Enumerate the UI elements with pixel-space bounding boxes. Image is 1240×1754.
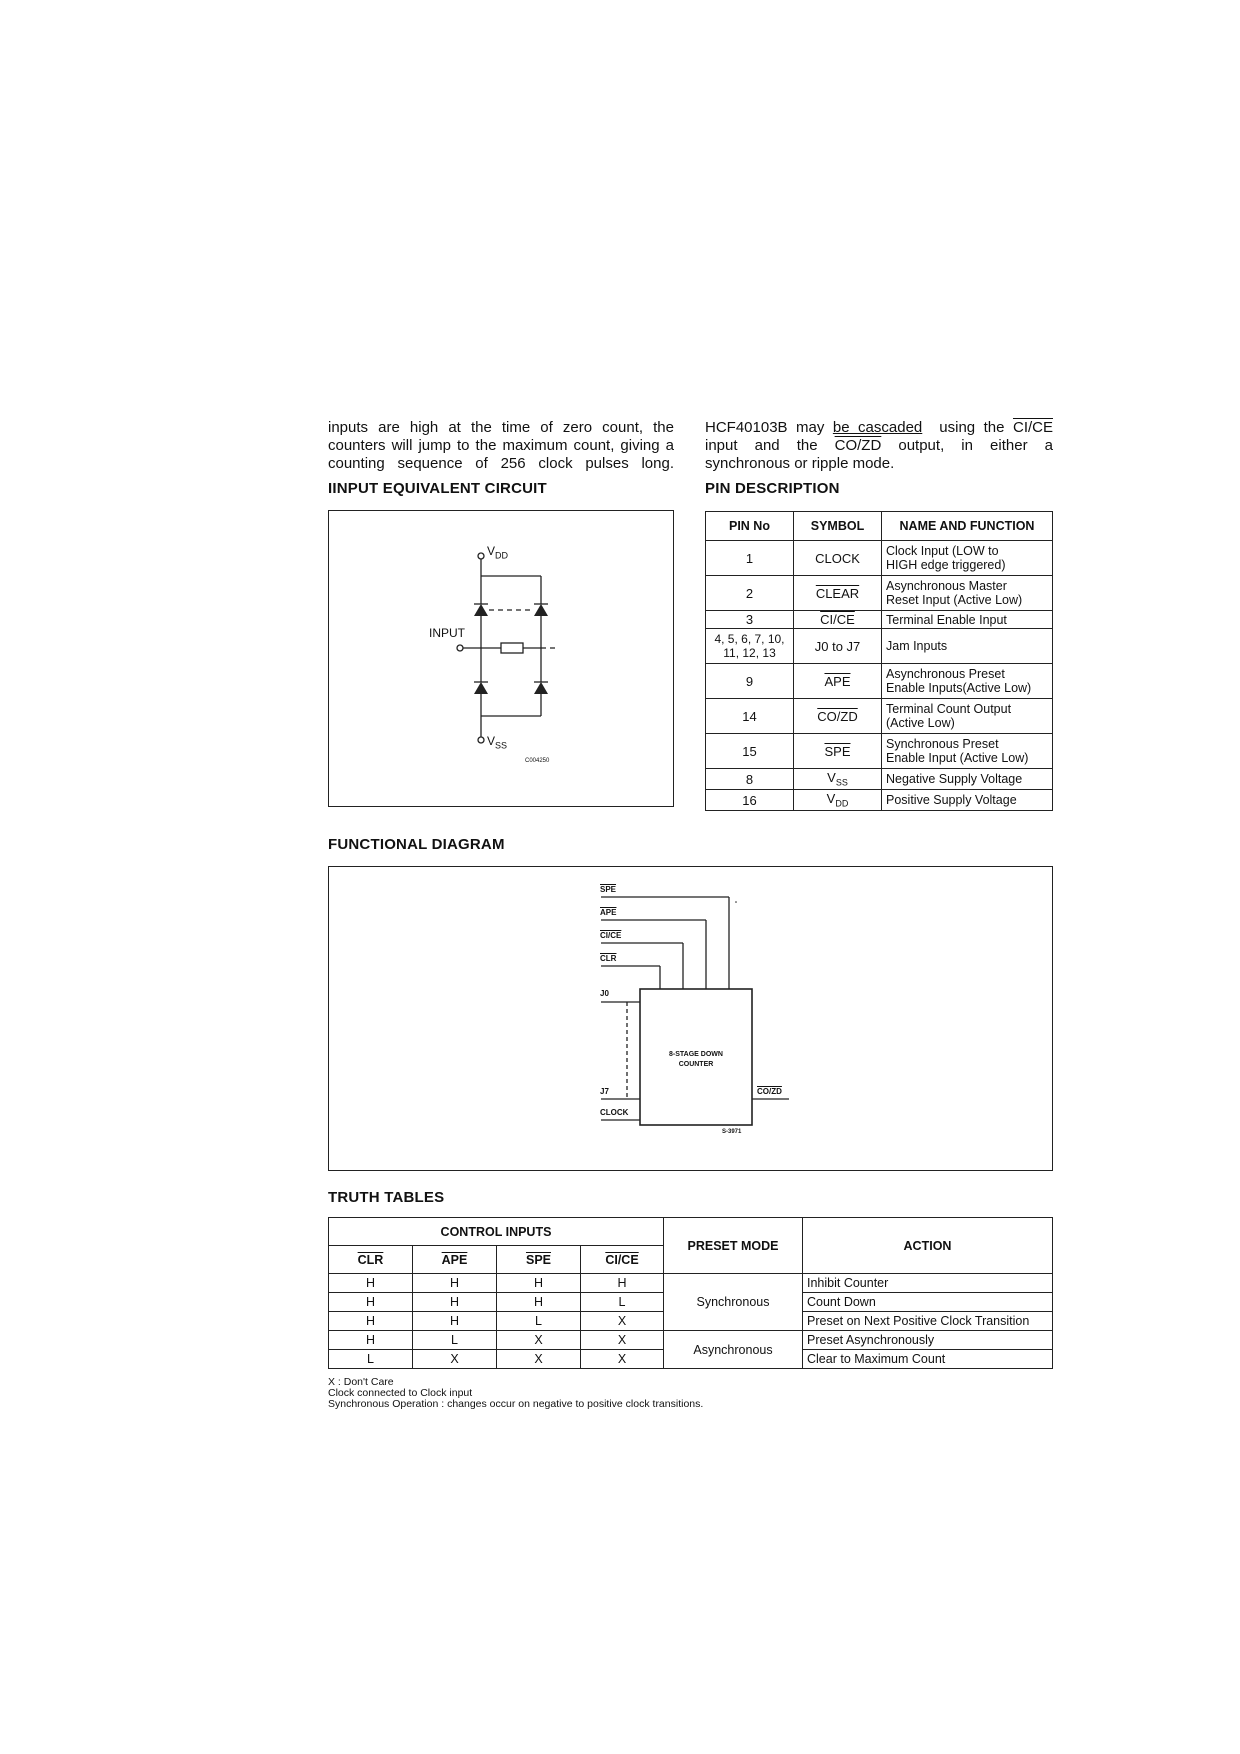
table-header-row	[329, 1218, 1053, 1246]
text-line: inputs are high at the time of zero count, the	[328, 419, 674, 436]
mode-cell: Asynchronous	[664, 1331, 803, 1369]
input-label-cice: CI/CE	[600, 931, 622, 940]
intro-right-paragraph	[705, 419, 1053, 473]
table-cell: H	[329, 1274, 413, 1293]
table-cell: H	[329, 1331, 413, 1350]
text-fragment: input and the	[705, 437, 835, 454]
note-line: Synchronous Operation : changes occur on negative to positive clock transitions.	[328, 1398, 704, 1410]
column-header: NAME AND FUNCTION	[882, 512, 1053, 541]
table-cell: H	[413, 1293, 497, 1312]
vss-label: $V_{SS}$	[487, 734, 508, 751]
text-fragment: output, in either a	[881, 437, 1053, 454]
column-header: $\overline{CLR}$	[329, 1246, 413, 1274]
table-row	[706, 611, 1053, 629]
pin-cell: 4, 5, 6, 7, 10, 11, 12, 13	[706, 629, 794, 664]
table-cell: H	[581, 1274, 664, 1293]
table-row	[706, 664, 1053, 699]
input-label-ape: $\overline{APE}$	[600, 908, 617, 917]
action-cell: Count Down	[803, 1293, 1053, 1312]
function-cell: Terminal Count Output (Active Low)	[882, 699, 1053, 734]
table-cell: L	[413, 1331, 497, 1350]
function-cell: Clock Input (LOW to HIGH edge triggered)	[882, 541, 1053, 576]
column-header: SYMBOL	[794, 512, 882, 541]
table-cell: X	[413, 1350, 497, 1369]
table-cell: L	[581, 1293, 664, 1312]
table-cell: H	[329, 1293, 413, 1312]
circuit-code: C004250	[525, 758, 550, 764]
function-cell: Negative Supply Voltage	[882, 769, 1053, 790]
pin-cell: 9	[706, 664, 794, 699]
table-row	[706, 769, 1053, 790]
symbol-cell: CO/ZD	[794, 699, 882, 734]
output-label-cozd: CO/ZD	[757, 1087, 782, 1096]
table-row	[706, 541, 1053, 576]
heading-input-circuit: IINPUT EQUIVALENT CIRCUIT	[328, 480, 547, 497]
note-line: X : Don't Care	[328, 1376, 394, 1388]
text-fragment: HCF40103B may	[705, 419, 833, 436]
table-cell: X	[581, 1312, 664, 1331]
symbol-cell: CLEAR	[794, 576, 882, 611]
table-cell: H	[329, 1312, 413, 1331]
table-cell: H	[413, 1312, 497, 1331]
pin-cell: 2	[706, 576, 794, 611]
column-header: $\overline{APE}$	[413, 1246, 497, 1274]
column-header: CI/CE	[581, 1246, 664, 1274]
symbol-cell: $\overline{SPE}$	[794, 734, 882, 769]
table-cell: H	[413, 1274, 497, 1293]
counter-block-label: 8-STAGE DOWN COUNTER	[669, 1051, 723, 1068]
symbol-cell: CI/CE	[794, 611, 882, 629]
column-header: $\overline{SPE}$	[497, 1246, 581, 1274]
action-cell: Clear to Maximum Count	[803, 1350, 1053, 1369]
truth-table	[328, 1217, 1053, 1369]
input-label-j0: J0	[600, 989, 609, 998]
text-line	[705, 437, 1053, 455]
function-cell: Jam Inputs	[882, 629, 1053, 664]
table-row	[706, 629, 1053, 664]
mode-cell: Synchronous	[664, 1274, 803, 1331]
pin-cell: 14	[706, 699, 794, 734]
pin-description-table	[705, 511, 1053, 811]
table-row	[706, 734, 1053, 769]
function-cell: Asynchronous Master Reset Input (Active Low)	[882, 576, 1053, 611]
input-label-clr: $\overline{CLR}$	[600, 954, 617, 963]
table-row	[706, 576, 1053, 611]
function-cell: Terminal Enable Input	[882, 611, 1053, 629]
symbol-cell: $V_{DD}$	[794, 790, 882, 811]
symbol-cell: $\overline{APE}$	[794, 664, 882, 699]
pin-cell: 1	[706, 541, 794, 576]
functional-diagram-schematic	[329, 867, 1051, 1169]
intro-left-paragraph	[328, 419, 674, 473]
text-fragment: using the	[922, 419, 1013, 436]
text-line: counting sequence of 256 clock pulses long.	[328, 455, 674, 472]
text-line: counters will jump to the maximum count, giving a	[328, 437, 674, 454]
pin-cell: 16	[706, 790, 794, 811]
input-circuit-frame	[328, 510, 674, 807]
signal-cice: CI/CE	[1012, 419, 1053, 436]
symbol-cell: $V_{SS}$	[794, 769, 882, 790]
diagram-code: S-3971	[722, 1129, 742, 1135]
functional-diagram-frame	[328, 866, 1053, 1171]
table-cell: X	[497, 1331, 581, 1350]
input-label-j7: J7	[600, 1087, 609, 1096]
table-cell: X	[497, 1350, 581, 1369]
table-cell: H	[497, 1274, 581, 1293]
table-row	[329, 1331, 1053, 1350]
note-line: Clock connected to Clock input	[328, 1387, 473, 1399]
action-header: ACTION	[803, 1218, 1053, 1274]
pin-cell: 8	[706, 769, 794, 790]
table-header-row	[706, 512, 1053, 541]
table-cell: H	[497, 1293, 581, 1312]
table-cell: X	[581, 1350, 664, 1369]
table-cell: L	[329, 1350, 413, 1369]
symbol-cell: CLOCK	[794, 541, 882, 576]
table-row	[706, 790, 1053, 811]
truth-table-notes	[328, 1377, 703, 1410]
pin-cell: 3	[706, 611, 794, 629]
text-underlined: be cascaded	[832, 419, 923, 436]
input-label-spe: $\overline{SPE}$	[600, 885, 617, 894]
function-cell: Positive Supply Voltage	[882, 790, 1053, 811]
function-cell: Synchronous Preset Enable Input (Active Low)	[882, 734, 1053, 769]
text-line: synchronous or ripple mode.	[705, 455, 895, 472]
action-cell: Preset Asynchronously	[803, 1331, 1053, 1350]
table-row	[706, 699, 1053, 734]
table-row	[329, 1274, 1053, 1293]
action-cell: Inhibit Counter	[803, 1274, 1053, 1293]
input-label: INPUT	[429, 626, 465, 640]
symbol-cell: J0 to J7	[794, 629, 882, 664]
function-cell: Asynchronous Preset Enable Inputs(Active Low)	[882, 664, 1053, 699]
heading-pin-description: PIN DESCRIPTION	[705, 480, 840, 497]
table-cell: L	[497, 1312, 581, 1331]
column-header: PIN No	[706, 512, 794, 541]
heading-truth-tables: TRUTH TABLES	[328, 1189, 445, 1206]
signal-cozd: CO/ZD	[834, 437, 882, 454]
heading-functional-diagram: FUNCTIONAL DIAGRAM	[328, 836, 505, 853]
control-inputs-header: CONTROL INPUTS	[329, 1218, 664, 1246]
vdd-label: $V_{DD}$	[487, 544, 509, 561]
preset-mode-header: PRESET MODE	[664, 1218, 803, 1274]
pin-cell: 15	[706, 734, 794, 769]
table-cell: X	[581, 1331, 664, 1350]
input-label-clock: CLOCK	[600, 1108, 629, 1117]
action-cell: Preset on Next Positive Clock Transition	[803, 1312, 1053, 1331]
text-line	[705, 419, 1053, 437]
